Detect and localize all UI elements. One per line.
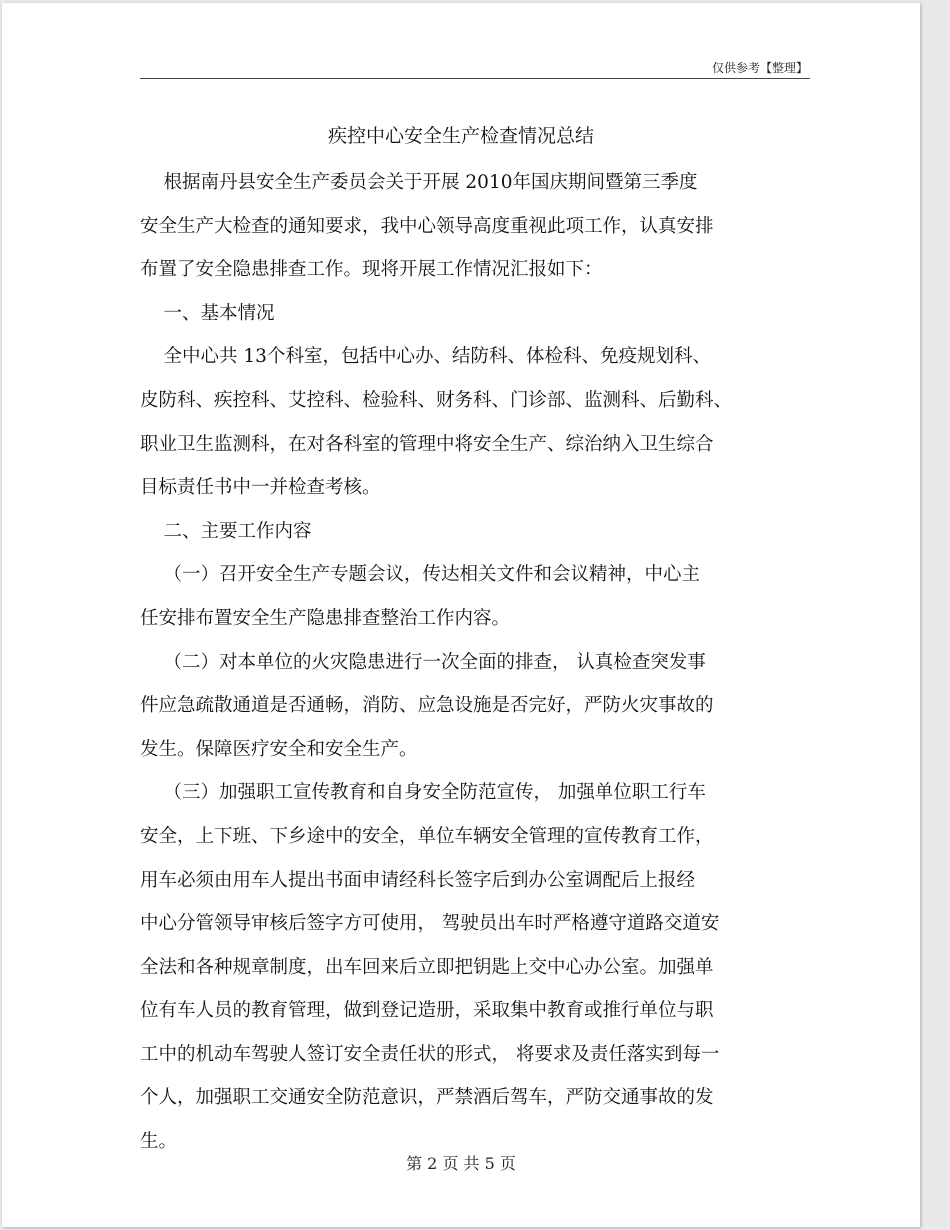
body-line: 位有车人员的教育管理，做到登记造册，采取集中教育或推行单位与职 — [140, 1000, 714, 1022]
body-line: 二、主要工作内容 — [140, 520, 312, 542]
body-line: 目标责任书中一并检查考核。 — [140, 477, 381, 499]
body-line: 布置了安全隐患排查工作。现将开展工作情况汇报如下： — [140, 259, 603, 281]
body-line: （三）加强职工宣传教育和自身安全防范宣传， 加强单位职工行车 — [140, 782, 706, 804]
body-line: 件应急疏散通道是否通畅，消防、应急设施是否完好，严防火灾事故的 — [140, 695, 714, 717]
body-line: 皮防科、疾控科、艾控科、检验科、财务科、门诊部、监测科、后勤科、 — [140, 389, 733, 411]
header-note: 仅供参考【整理】 — [711, 61, 808, 75]
document-title: 疾控中心安全生产检查情况总结 — [327, 125, 594, 147]
body-line: 安全，上下班、下乡途中的安全，单位车辆安全管理的宣传教育工作， — [140, 825, 714, 847]
body-line: 工中的机动车驾驶人签订安全责任状的形式， 将要求及责任落实到每一 — [140, 1043, 720, 1065]
body-line: 中心分管领导审核后签字方可使用， 驾驶员出车时严格遵守道路交道安 — [140, 913, 720, 935]
body-line: 个人，加强职工交通安全防范意识，严禁酒后驾车，严防交通事故的发 — [140, 1087, 714, 1109]
body-line: 安全生产大检查的通知要求，我中心领导高度重视此项工作，认真安排 — [140, 215, 714, 237]
page-number: 第 2 页 共 5 页 — [406, 1154, 516, 1173]
header-divider — [140, 78, 810, 79]
body-line: 发生。保障医疗安全和安全生产。 — [140, 738, 418, 760]
document-body — [140, 161, 810, 1164]
body-line: 用车必须由用车人提出书面申请经科长签字后到办公室调配后上报经 — [140, 869, 696, 891]
body-line: 根据南丹县安全生产委员会关于开展 2010年国庆期间暨第三季度 — [140, 172, 698, 193]
body-line: 一、基本情况 — [140, 302, 275, 324]
document-page — [2, 3, 920, 1227]
body-line: 全中心共 13个科室，包括中心办、结防科、体检科、免疫规划科、 — [140, 346, 711, 368]
body-line: （二）对本单位的火灾隐患进行一次全面的排查， 认真检查突发事 — [140, 651, 706, 673]
body-line: （一）召开安全生产专题会议，传达相关文件和会议精神，中心主 — [140, 564, 701, 586]
body-line: 职业卫生监测科，在对各科室的管理中将安全生产、综治纳入卫生综合 — [140, 433, 714, 455]
body-line: 全法和各种规章制度，出车回来后立即把钥匙上交中心办公室。加强单 — [140, 956, 714, 978]
body-line: 生。 — [140, 1131, 178, 1153]
body-line: 任安排布置安全生产隐患排查整治工作内容。 — [140, 607, 511, 629]
